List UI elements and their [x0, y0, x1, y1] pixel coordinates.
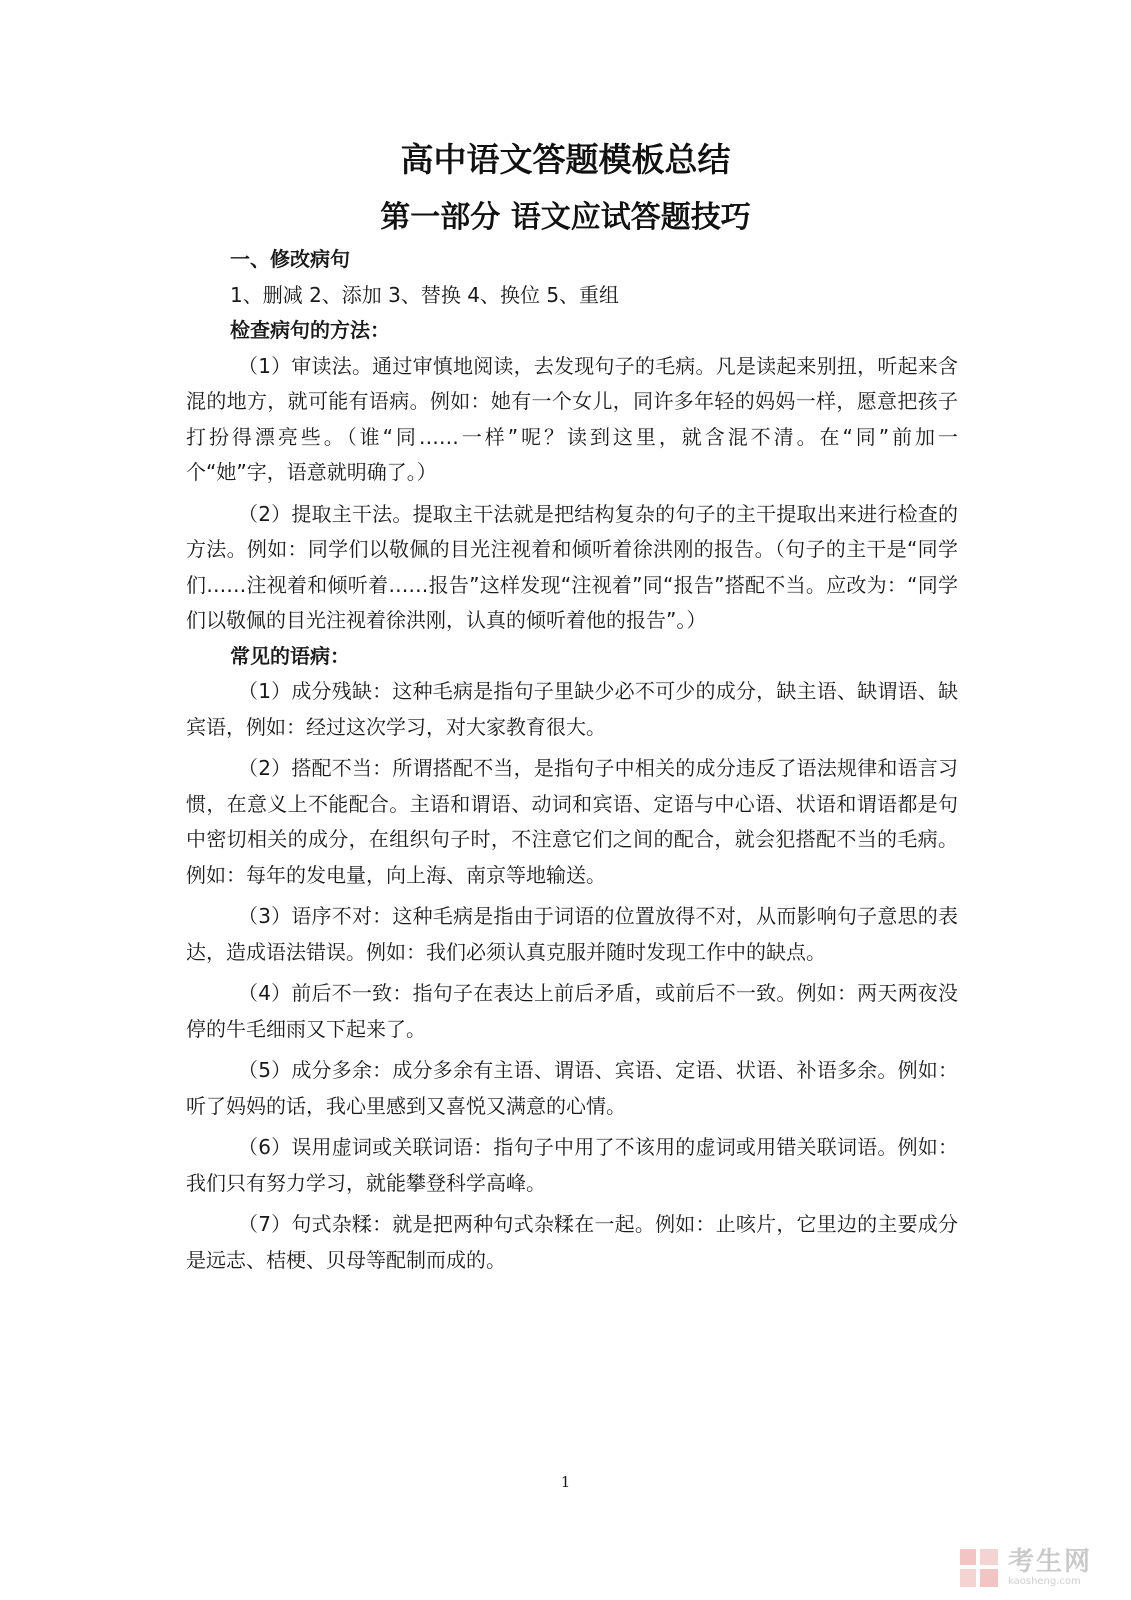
watermark-en: kaosheng.com [1008, 1576, 1081, 1587]
common-error-paragraph: （6）误用虚词或关联词语：指句子中用了不该用的虚词或用错关联词语。例如：我们只有努力学习，就能攀登科学高峰。 [186, 1135, 958, 1195]
watermark [958, 1540, 1128, 1596]
kaosheng-logo-icon [958, 1547, 1000, 1589]
methods-line: 1、删减 2、添加 3、替换 4、换位 5、重组 [230, 282, 620, 307]
common-errors-heading: 常见的语病： [230, 643, 350, 668]
common-error-paragraph: （7）句式杂糅：就是把两种句式杂糅在一起。例如：止咳片，它里边的主要成分是远志、桔梗、贝母等配制而成的。 [186, 1212, 958, 1272]
section-heading: 一、修改病句 [230, 247, 350, 271]
check-methods-heading: 检查病句的方法： [230, 318, 390, 342]
common-error-paragraph: （1）成分残缺：这种毛病是指句子里缺少必不可少的成分，缺主语、缺谓语、缺宾语，例如：经过这次学习，对大家教育很大。 [186, 679, 958, 739]
check-paragraph: （2）提取主干法。提取主干法就是把结构复杂的句子的主干提取出来进行检查的方法。例如：同学们以敬佩的目光注视着和倾听着徐洪刚的报告。（句子的主干是“同学们……注视着和倾听着……报告”这样发现“注视着”同“报告”搭配不当。应改为：“同学们以敬佩的目光注视着徐洪刚，认真的倾听着他的报告”。） [186, 501, 958, 632]
common-error-paragraph: （3）语序不对：这种毛病是指由于词语的位置放得不对，从而影响句子意思的表达，造成语法错误。例如：我们必须认真克服并随时发现工作中的缺点。 [186, 904, 958, 964]
check-paragraph: （1）审读法。通过审慎地阅读，去发现句子的毛病。凡是读起来别扭，听起来含混的地方，就可能有语病。例如：她有一个女儿，同许多年轻的妈妈一样，愿意把孩子打扮得漂亮些。（谁“同……一样”呢？读到这里，就含混不清。在“同”前加一个“她”字，语意就明确了。） [186, 353, 958, 484]
document-body [186, 242, 958, 1278]
document-title: 高中语文答题模板总结 [400, 140, 731, 179]
document-subtitle: 第一部分 语文应试答题技巧 [380, 200, 751, 235]
common-error-paragraph: （2）搭配不当：所谓搭配不当，是指句子中相关的成分违反了语法规律和语言习惯，在意义上不能配合。主语和谓语、动词和宾语、定语与中心语、状语和谓语都是句中密切相关的成分，在组织句子时，不注意它们之间的配合，就会犯搭配不当的毛病。例如：每年的发电量，向上海、南京等地输送。 [186, 756, 958, 887]
page-number: 1 [560, 1473, 571, 1491]
watermark-cn: 考生网 [1008, 1547, 1093, 1577]
common-error-paragraph: （5）成分多余：成分多余有主语、谓语、宾语、定语、状语、补语多余。例如：听了妈妈的话，我心里感到又喜悦又满意的心情。 [186, 1058, 958, 1118]
common-error-paragraph: （4）前后不一致：指句子在表达上前后矛盾，或前后不一致。例如：两天两夜没停的牛毛细雨又下起来了。 [186, 981, 958, 1041]
